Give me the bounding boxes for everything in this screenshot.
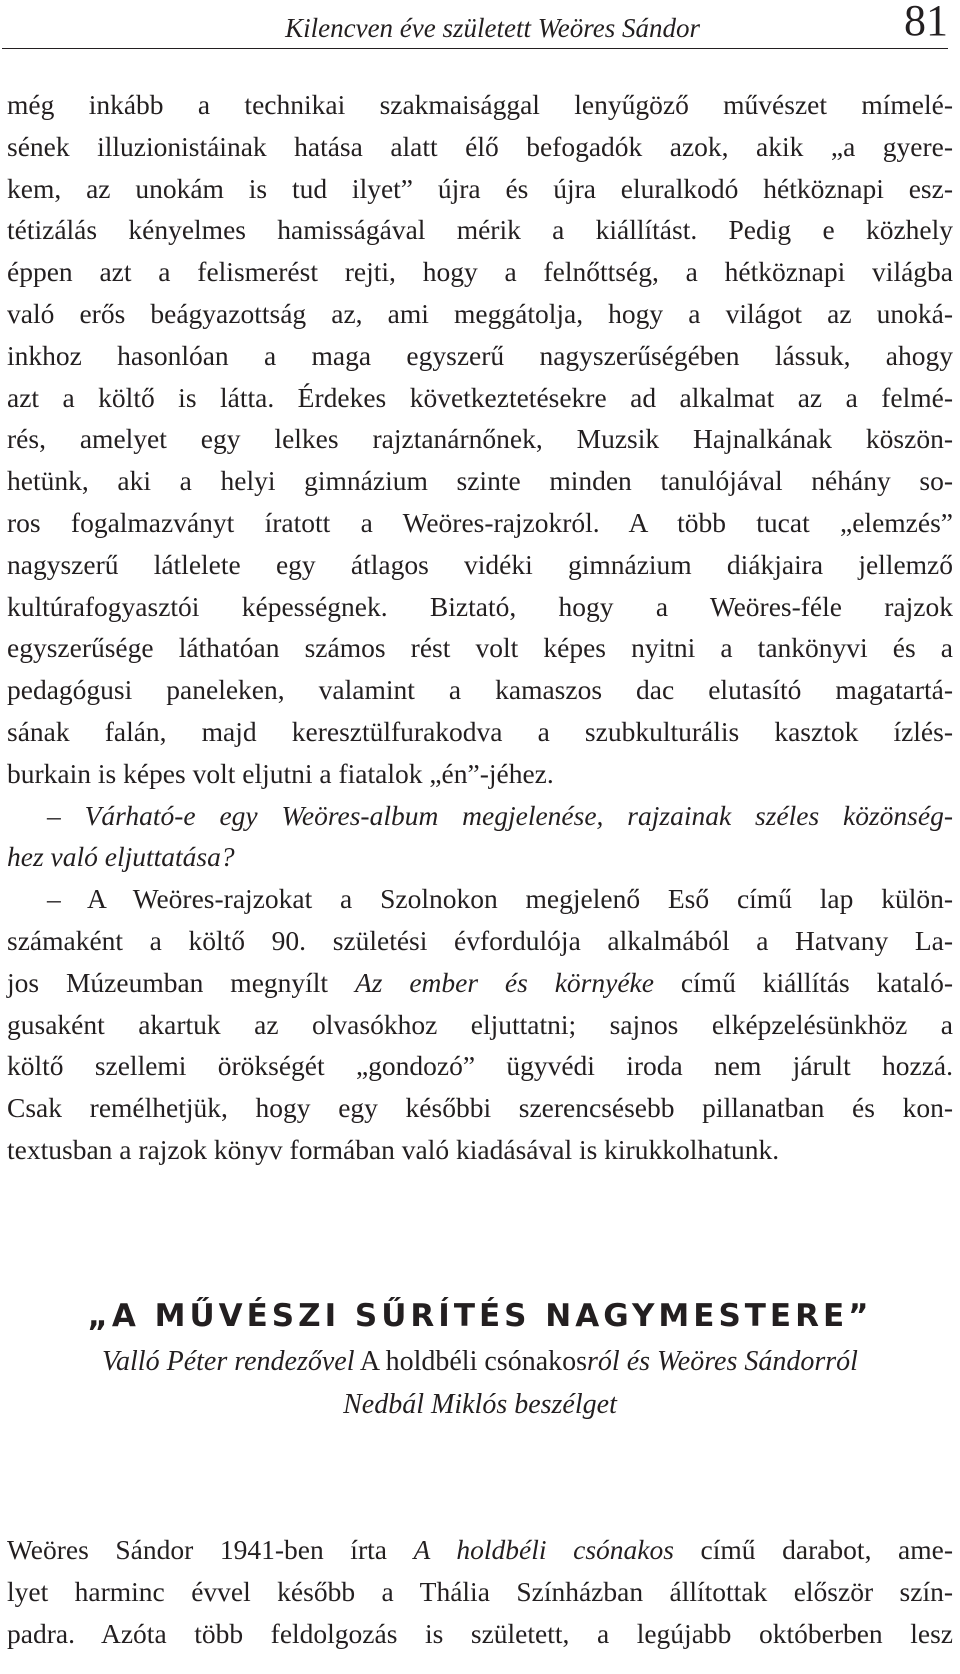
text-line: rés, amelyet egy lelkes rajztanárnőnek, Muzsik Hajnalkának köszön- xyxy=(7,423,953,455)
text-line: tétizálás kényelmes hamisságával mérik a kiállítást. Pedig e közhely xyxy=(7,214,953,246)
running-title: Kilencven éve született Weöres Sándor xyxy=(285,13,700,43)
text-line: inkhoz hasonlóan a maga egyszerű nagyszerűségében lássuk, ahogy xyxy=(7,339,953,371)
text-line: költő szellemi örökségét „gondozó” ügyvédi iroda nem járult hozzá. xyxy=(7,1050,953,1082)
text-line: pedagógusi paneleken, valamint a kamaszos dac elutasító magatartá- xyxy=(7,674,953,706)
text-line: számaként a költő 90. születési évfordulója alkalmából a Hatvany La- xyxy=(7,924,953,956)
text-line: hetünk, aki a helyi gimnázium szinte minden tanulójával néhány so- xyxy=(7,465,953,497)
section-byline: Nedbál Miklós beszélget xyxy=(343,1389,617,1420)
text-line: azt a költő is látta. Érdekes következtetésekre ad alkalmat az a felmé- xyxy=(7,381,953,413)
text-line: gusaként akartuk az olvasókhoz eljuttatni; sajnos elképzelésünkhöz a xyxy=(7,1008,953,1040)
text-line: Weöres Sándor 1941-ben írta A holdbéli csónakos című darabot, ame- xyxy=(7,1534,953,1565)
text-line: való erős beágyazottság az, ami meggátolja, hogy a világot az unoká- xyxy=(7,297,953,329)
text-line: textusban a rajzok könyv formában való kiadásával is kirukkolhatunk. xyxy=(7,1133,780,1165)
text-line: ros fogalmazványt íratott a Weöres-rajzokról. A több tucat „elemzés” xyxy=(7,506,953,538)
page-number: 81 xyxy=(904,0,948,45)
header-rule xyxy=(2,48,948,49)
text-line: nagyszerű látlelete egy átlagos vidéki gimnázium diákjaira jellemző xyxy=(7,548,953,580)
text-line: padra. Azóta több feldolgozás is született, a legújabb októberben lesz xyxy=(7,1617,953,1649)
interview-question: – Várható-e egy Weöres-album megjelenése, rajzainak széles közönség- xyxy=(47,799,953,831)
text-line: jos Múzeumban megnyílt Az ember és környéke című kiállítás kataló- xyxy=(7,966,953,998)
section-body xyxy=(7,1529,953,1654)
text-line: kultúrafogyasztói képességnek. Biztató, hogy a Weöres-féle rajzok xyxy=(7,590,953,622)
text-line: lyet harminc évvel később a Thália Színházban állítottak először szín- xyxy=(7,1575,953,1607)
interview-question: hez való eljuttatása? xyxy=(7,841,235,873)
text-line: Csak remélhetjük, hogy egy későbbi szerencsésebb pillanatban és kon- xyxy=(7,1092,953,1124)
text-line: kem, az unokám is tud ilyet” újra és újra eluralkodó hétköznapi esz- xyxy=(7,172,953,204)
running-header xyxy=(0,0,960,56)
text-line: sének illuzionistáinak hatása alatt élő befogadók azok, akik „a gyere- xyxy=(7,130,953,162)
interview-answer: – A Weöres-rajzokat a Szolnokon megjelenő Eső című lap külön- xyxy=(47,883,953,915)
article-body xyxy=(7,84,953,1171)
text-line: éppen azt a felismerést rejti, hogy a felnőttség, a hétköznapi világba xyxy=(7,256,953,288)
section-heading: „A MŰVÉSZI SŰRÍTÉS NAGYMESTERE” xyxy=(87,1298,873,1334)
text-line: burkain is képes volt eljutni a fiatalok „én”-jéhez. xyxy=(7,757,554,789)
section-subtitle: Valló Péter rendezővel A holdbéli csónakosról és Weöres Sándorról xyxy=(102,1346,858,1377)
text-line: sának falán, majd keresztülfurakodva a szubkulturális kasztok ízlés- xyxy=(7,715,953,747)
text-line: egyszerűsége láthatóan számos rést volt képes nyitni a tankönyvi és a xyxy=(7,632,953,664)
text-line: még inkább a technikai szakmaisággal lenyűgöző művészet mímelé- xyxy=(7,89,953,120)
